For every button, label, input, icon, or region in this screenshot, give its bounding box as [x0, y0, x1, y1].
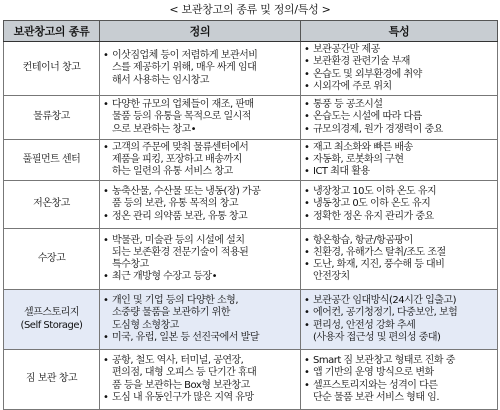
list-item: 품 등의 보관, 유통 목적의 창고 [112, 198, 238, 210]
list-item: • 자동화, 로봇화의 구현 [304, 154, 494, 166]
definition-cell [100, 350, 301, 410]
features-cell [301, 140, 498, 181]
features-cell [301, 290, 498, 350]
storage-type-name [4, 290, 100, 350]
list-item: 으로 보관하는 창고• [112, 123, 197, 135]
list-item: • 다양한 규모의 업체들이 재조, 판매 [103, 99, 297, 111]
list-item: 소중량 물품을 보관하기 위한 [112, 307, 230, 319]
list-item: (사용자 접근성 및 편의성 중대) [313, 331, 441, 343]
header-type: 보관창고의 종류 [4, 21, 100, 42]
list-item: • Smart 짐 보관창고 형태로 진화 중 [304, 355, 494, 367]
table-row [4, 229, 498, 290]
table-row [4, 96, 498, 140]
header-definition: 정의 [100, 21, 301, 42]
list-item: • 이삿짐업체 등이 저렴하게 보관서비 [103, 50, 297, 62]
features-cell [301, 42, 498, 96]
features-cell [301, 96, 498, 140]
list-item: • 편리성, 안전성 강화 추세 [304, 320, 494, 332]
list-item: • 친환경, 유해가스 탈취/조도 조절 [304, 247, 494, 259]
list-item: 스를 제공하기 위해, 매우 싸게 임대 [112, 62, 257, 74]
list-item: • 에어컨, 공기청정기, 다중보안, 보험 [304, 307, 494, 319]
list-item: • 정확한 정온 유지 관리가 중요 [304, 211, 494, 223]
list-item: • 시외각에 주로 위치 [304, 81, 494, 93]
list-item: • 규모의경제, 원가 경쟁력이 중요 [304, 124, 494, 136]
list-item: • 박물관, 미술관 등의 시설에 설치 [103, 235, 297, 247]
table-row [4, 140, 498, 181]
list-item: • 앱 기반의 운영 방식으로 변화 [304, 367, 494, 379]
list-item: 안전장치 [313, 271, 350, 283]
definition-cell [100, 42, 301, 96]
list-item: • 농축산물, 수산물 또는 냉동(장) 가공 [103, 186, 297, 198]
list-item: • 통풍 등 공조시설 [304, 99, 494, 111]
list-item: 특수창고 [112, 259, 149, 270]
list-item: • 도난, 화재, 지진, 풍수해 등 대비 [304, 259, 494, 271]
definition-cell [100, 290, 301, 350]
table-row [4, 290, 498, 350]
storage-type-name: 컨테이너 창고 [4, 42, 100, 96]
list-item: • 공항, 철도 역사, 터미널, 공연장, [103, 355, 297, 367]
storage-type-name-main: 셀프스토리지 [24, 307, 79, 319]
list-item: • 정온 관리 의약품 보관, 유통 창고 [103, 211, 297, 223]
storage-type-name: 저온창고 [4, 181, 100, 229]
definition-cell [100, 140, 301, 181]
list-item: • 항온항습, 항균/항곰팡이 [304, 235, 494, 247]
features-cell [301, 350, 498, 410]
list-item: • 최근 개방형 수장고 등장• [103, 271, 297, 283]
definition-cell [100, 181, 301, 229]
list-item: • 온습도는 시설에 따라 다름 [304, 111, 494, 123]
list-item: • 도심 내 유동인구가 많은 지역 유망 [103, 392, 297, 404]
list-item: 되는 보존환경 전문기술이 적용된 [112, 246, 249, 258]
list-item: • ICT 최대 활용 [304, 166, 494, 178]
list-item: 물품 등의 유통을 목적으로 일시적 [112, 111, 251, 123]
list-item: • 개인 및 기업 등의 다양한 소형, [103, 295, 297, 307]
list-item: • 재고 최소화와 빠른 배송 [304, 142, 494, 154]
storage-type-name: 풀필먼트 센터 [4, 140, 100, 181]
header-features: 특성 [301, 21, 498, 42]
features-cell [301, 181, 498, 229]
list-item: 제품을 피킹, 포장하고 배송까지 [112, 153, 242, 165]
list-item: • 고객의 주문에 맞춰 물류센터에서 [103, 142, 297, 154]
list-item: 품 등을 보관하는 Box형 보관창고 [112, 379, 250, 391]
list-item: • 보관환경 관련기술 부재 [304, 56, 494, 68]
table-row [4, 181, 498, 229]
list-item: 하는 일련의 유통 서비스 창고 [112, 166, 233, 178]
features-cell [301, 229, 498, 290]
table-row [4, 350, 498, 410]
list-item: • 보관공간 임대방식(24시간 입출고) [304, 295, 494, 307]
list-item: 도심형 소형창고 [112, 319, 179, 331]
list-item: • 냉동창고 0도 이하 온도 유지 [304, 198, 494, 210]
list-item: • 냉장창고 10도 이하 온도 유지 [304, 186, 494, 198]
table-row [4, 42, 498, 96]
list-item: • 온습도 및 외부환경에 취약 [304, 69, 494, 81]
list-item: 편의점, 대형 오피스 등 단기간 휴대 [112, 367, 257, 379]
storage-type-name-sub: (Self Storage) [20, 319, 83, 331]
storage-type-name: 물류창고 [4, 96, 100, 140]
storage-types-table [3, 20, 498, 410]
list-item: 해서 사용하는 임시창고 [112, 74, 209, 86]
definition-cell [100, 229, 301, 290]
list-item: • 미국, 유럽, 일본 등 선진국에서 발달 [103, 332, 297, 344]
list-item: 단순 물품 보관 서비스 형태 임. [313, 391, 439, 403]
table-header-row [4, 21, 498, 42]
list-item: • 셀프스토리지와는 성격이 다른 [304, 380, 494, 392]
table-caption: < 보관창고의 종류 및 정의/특성 > [169, 3, 331, 16]
list-item: • 보관공간만 제공 [304, 44, 494, 56]
storage-type-name: 수장고 [4, 229, 100, 290]
storage-type-name: 짐 보관 창고 [4, 350, 100, 410]
definition-cell [100, 96, 301, 140]
